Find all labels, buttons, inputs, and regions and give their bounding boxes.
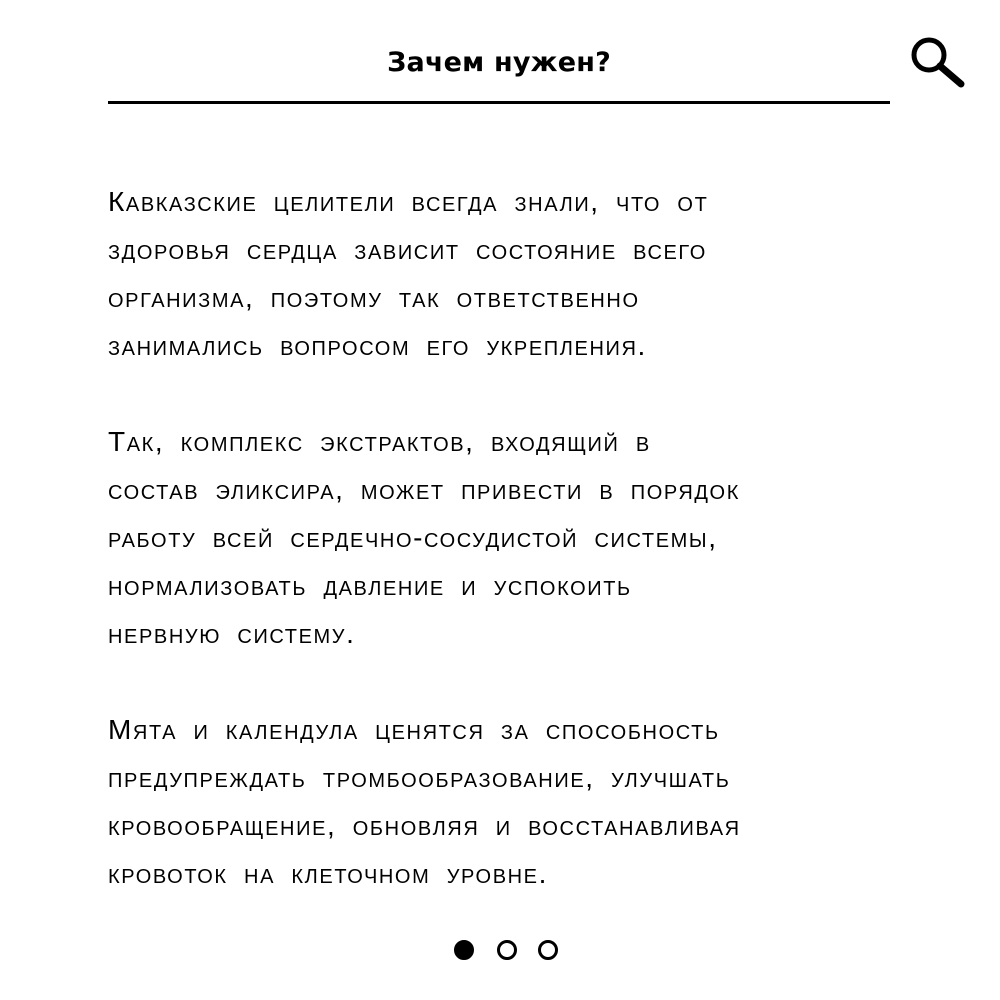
paragraph-3: Мята и календула ценятся за способность предупреждать тромбообразование, улучшать кровообращение, обновляя и восстанавливая кровоток на клеточном уровне. bbox=[108, 714, 741, 889]
search-button[interactable] bbox=[908, 34, 968, 90]
page-dot-3[interactable] bbox=[538, 940, 558, 960]
paragraph-1: Кавказские целители всегда знали, что от здоровья сердца зависит состояние всего организма, поэтому так ответственно занимались вопросом его укрепления. bbox=[108, 186, 709, 361]
article-body bbox=[108, 178, 898, 898]
header-divider bbox=[108, 101, 890, 104]
page-dot-2[interactable] bbox=[497, 940, 517, 960]
paragraph-2: Так, комплекс экстрактов, входящий в состав эликсира, может привести в порядок работу всей сердечно-сосудистой системы, нормализовать давление и успокоить нервную систему. bbox=[108, 426, 740, 649]
page-title: Зачем нужен? bbox=[387, 47, 611, 78]
page-dot-1[interactable] bbox=[454, 940, 474, 960]
search-icon bbox=[908, 34, 968, 90]
pagination-dots bbox=[454, 940, 562, 962]
header bbox=[108, 30, 890, 105]
